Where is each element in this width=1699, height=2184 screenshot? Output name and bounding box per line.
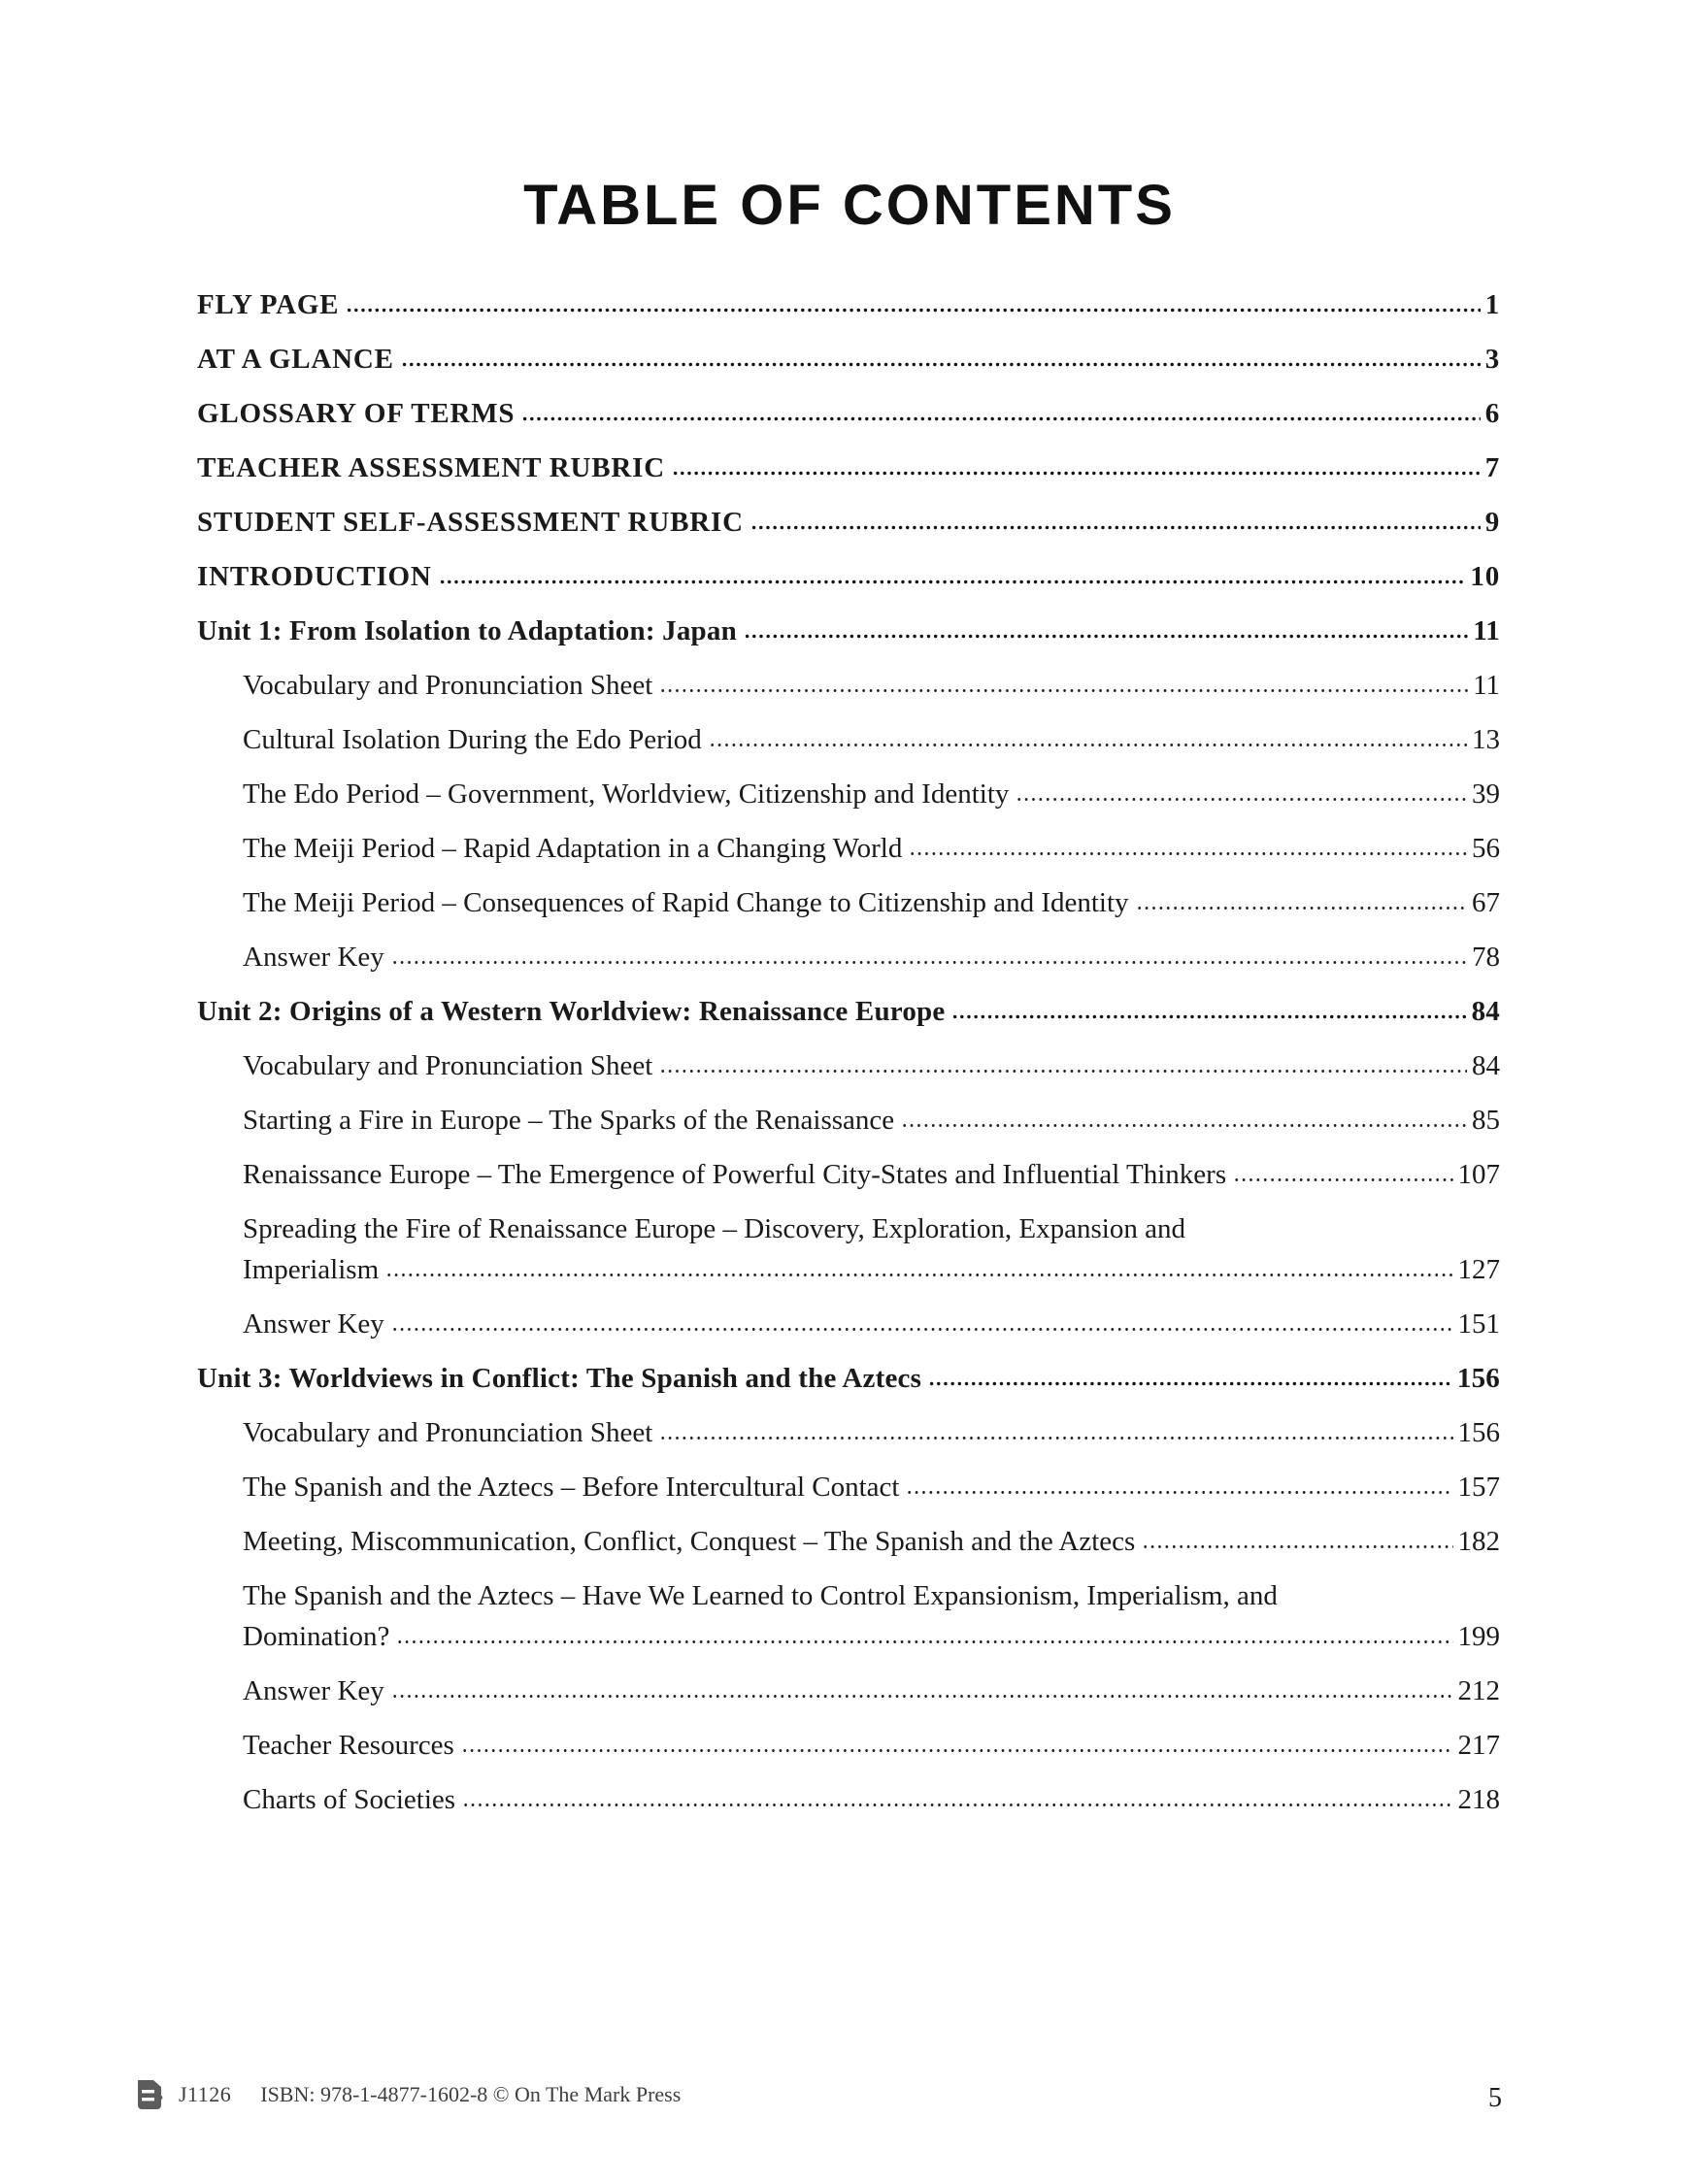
toc-entry-page: 218 bbox=[1457, 1784, 1500, 1815]
toc-entry bbox=[243, 1676, 1500, 1705]
toc-entry-page: 156 bbox=[1457, 1417, 1500, 1448]
toc-entry-label: STUDENT SELF-ASSESSMENT RUBRIC bbox=[197, 507, 744, 538]
table-of-contents bbox=[197, 290, 1500, 1839]
dot-leader bbox=[391, 1326, 1453, 1333]
footer-isbn: ISBN: 978-1-4877-1602-8 © On The Mark Press bbox=[260, 2081, 682, 2106]
toc-entry-page: 84 bbox=[1471, 996, 1500, 1027]
toc-entry-page: 212 bbox=[1457, 1675, 1500, 1706]
toc-entry-label: TEACHER ASSESSMENT RUBRIC bbox=[197, 452, 665, 483]
toc-entry-page: 156 bbox=[1456, 1363, 1500, 1394]
dot-leader bbox=[385, 1272, 1452, 1278]
toc-entry bbox=[243, 1214, 1500, 1284]
toc-entry bbox=[243, 1160, 1500, 1189]
toc-entry-label: The Meiji Period – Rapid Adaptation in a Changing World bbox=[243, 833, 903, 864]
toc-entry bbox=[197, 453, 1500, 482]
toc-entry-label: Answer Key bbox=[243, 942, 384, 973]
toc-entry-page: 3 bbox=[1484, 344, 1500, 375]
toc-entry-label: Starting a Fire in Europe – The Sparks of the Renaissance bbox=[243, 1105, 895, 1136]
dot-leader bbox=[1142, 1543, 1452, 1550]
dot-leader bbox=[659, 1068, 1467, 1075]
dot-leader bbox=[396, 1638, 1452, 1645]
dot-leader bbox=[521, 414, 1480, 422]
toc-entry bbox=[243, 1581, 1500, 1651]
toc-entry-page: 217 bbox=[1457, 1730, 1500, 1761]
dot-leader bbox=[1233, 1176, 1452, 1183]
toc-entry bbox=[197, 290, 1500, 319]
footer-page-number: 5 bbox=[1488, 2083, 1502, 2113]
toc-entry-page: 199 bbox=[1457, 1621, 1500, 1652]
toc-entry-label: Meeting, Miscommunication, Conflict, Conquest – The Spanish and the Aztecs bbox=[243, 1526, 1136, 1557]
toc-entry-page: 84 bbox=[1472, 1050, 1500, 1081]
toc-entry bbox=[243, 1309, 1500, 1339]
toc-entry bbox=[243, 1731, 1500, 1760]
toc-entry-page: 39 bbox=[1472, 778, 1500, 810]
toc-entry bbox=[197, 399, 1500, 428]
toc-entry bbox=[197, 616, 1500, 645]
toc-entry bbox=[197, 997, 1500, 1026]
toc-entry bbox=[243, 943, 1500, 972]
toc-entry-label: GLOSSARY OF TERMS bbox=[197, 398, 516, 429]
dot-leader bbox=[901, 1122, 1467, 1129]
footer-product-code: J1126 bbox=[179, 2081, 232, 2106]
toc-entry bbox=[197, 508, 1500, 537]
toc-entry bbox=[197, 562, 1500, 591]
toc-entry bbox=[243, 888, 1500, 917]
dot-leader bbox=[1136, 905, 1467, 911]
toc-entry-page: 6 bbox=[1484, 398, 1500, 429]
toc-entry-page: 78 bbox=[1472, 942, 1500, 973]
toc-entry-page: 67 bbox=[1472, 887, 1500, 918]
toc-entry bbox=[243, 1418, 1500, 1447]
toc-entry-page: 151 bbox=[1457, 1308, 1500, 1340]
dot-leader bbox=[391, 959, 1467, 966]
dot-leader bbox=[461, 1747, 1453, 1754]
toc-entry-label: Unit 1: From Isolation to Adaptation: Japan bbox=[197, 615, 737, 646]
toc-entry bbox=[197, 345, 1500, 374]
page-title: TABLE OF CONTENTS bbox=[523, 174, 1176, 237]
toc-entry-label: Unit 2: Origins of a Western Worldview: Renaissance Europe bbox=[197, 996, 946, 1027]
toc-entry-label: Answer Key bbox=[243, 1675, 384, 1706]
toc-entry-label: INTRODUCTION bbox=[197, 561, 432, 592]
dot-leader bbox=[951, 1012, 1466, 1020]
toc-entry-page: 11 bbox=[1473, 670, 1500, 701]
toc-entry-page: 9 bbox=[1484, 507, 1500, 538]
toc-entry-page: 56 bbox=[1472, 833, 1500, 864]
toc-entry bbox=[243, 1785, 1500, 1814]
toc-entry bbox=[243, 1051, 1500, 1080]
dot-leader bbox=[928, 1379, 1452, 1387]
dot-leader bbox=[709, 742, 1467, 748]
toc-entry-label-line2: Domination? bbox=[243, 1621, 390, 1652]
toc-entry-page: 13 bbox=[1472, 724, 1500, 755]
toc-entry bbox=[243, 725, 1500, 754]
dot-leader bbox=[659, 687, 1468, 694]
toc-entry-label-line1: Spreading the Fire of Renaissance Europe – Discovery, Exploration, Expansion and bbox=[243, 1213, 1185, 1244]
toc-entry-label: Teacher Resources bbox=[243, 1730, 454, 1761]
toc-entry-page: 85 bbox=[1472, 1105, 1500, 1136]
dot-leader bbox=[659, 1435, 1452, 1441]
toc-entry-label: The Edo Period – Government, Worldview, Citizenship and Identity bbox=[243, 778, 1010, 810]
toc-entry-label: Renaissance Europe – The Emergence of Powerful City-States and Influential Thinkers bbox=[243, 1159, 1227, 1190]
toc-entry-label-line2: Imperialism bbox=[243, 1254, 380, 1285]
toc-entry bbox=[243, 1473, 1500, 1502]
toc-entry-label: Answer Key bbox=[243, 1308, 384, 1340]
dot-leader bbox=[401, 360, 1481, 368]
toc-entry bbox=[243, 834, 1500, 863]
toc-entry-label: Cultural Isolation During the Edo Period bbox=[243, 724, 702, 755]
dot-leader bbox=[909, 850, 1467, 857]
toc-entry bbox=[243, 779, 1500, 809]
toc-entry-page: 127 bbox=[1457, 1254, 1500, 1285]
toc-entry-page: 10 bbox=[1470, 561, 1500, 592]
dot-leader bbox=[462, 1802, 1452, 1808]
on-the-mark-press-logo-icon bbox=[134, 2078, 163, 2110]
toc-entry bbox=[197, 1364, 1500, 1393]
toc-entry-page: 1 bbox=[1484, 289, 1500, 320]
dot-leader bbox=[906, 1489, 1452, 1496]
dot-leader bbox=[750, 523, 1481, 531]
toc-entry-continuation bbox=[243, 1255, 1500, 1284]
toc-entry-continuation bbox=[243, 1622, 1500, 1651]
toc-entry-page: 11 bbox=[1473, 615, 1500, 646]
toc-entry-label: The Spanish and the Aztecs – Before Intercultural Contact bbox=[243, 1472, 900, 1503]
toc-entry-label: Charts of Societies bbox=[243, 1784, 456, 1815]
toc-entry-label: Unit 3: Worldviews in Conflict: The Spanish and the Aztecs bbox=[197, 1363, 922, 1394]
toc-entry-label: Vocabulary and Pronunciation Sheet bbox=[243, 1050, 653, 1081]
toc-entry-label: The Meiji Period – Consequences of Rapid Change to Citizenship and Identity bbox=[243, 887, 1129, 918]
toc-entry-page: 182 bbox=[1457, 1526, 1500, 1557]
toc-entry bbox=[243, 1527, 1500, 1556]
dot-leader bbox=[1016, 796, 1467, 803]
toc-entry-label: AT A GLANCE bbox=[197, 344, 394, 375]
toc-entry-page: 7 bbox=[1484, 452, 1500, 483]
toc-entry bbox=[243, 671, 1500, 700]
toc-entry-label: Vocabulary and Pronunciation Sheet bbox=[243, 1417, 653, 1448]
dot-leader bbox=[744, 632, 1468, 640]
toc-entry-label: FLY PAGE bbox=[197, 289, 340, 320]
footer bbox=[134, 2078, 681, 2110]
toc-entry-page: 157 bbox=[1457, 1472, 1500, 1503]
dot-leader bbox=[439, 578, 1466, 585]
toc-entry-label: Vocabulary and Pronunciation Sheet bbox=[243, 670, 653, 701]
dot-leader bbox=[346, 306, 1480, 314]
dot-leader bbox=[672, 469, 1481, 477]
toc-entry bbox=[243, 1106, 1500, 1135]
dot-leader bbox=[391, 1693, 1453, 1700]
toc-entry-page: 107 bbox=[1457, 1159, 1500, 1190]
toc-entry-label-line1: The Spanish and the Aztecs – Have We Learned to Control Expansionism, Imperialism, and bbox=[243, 1580, 1278, 1611]
